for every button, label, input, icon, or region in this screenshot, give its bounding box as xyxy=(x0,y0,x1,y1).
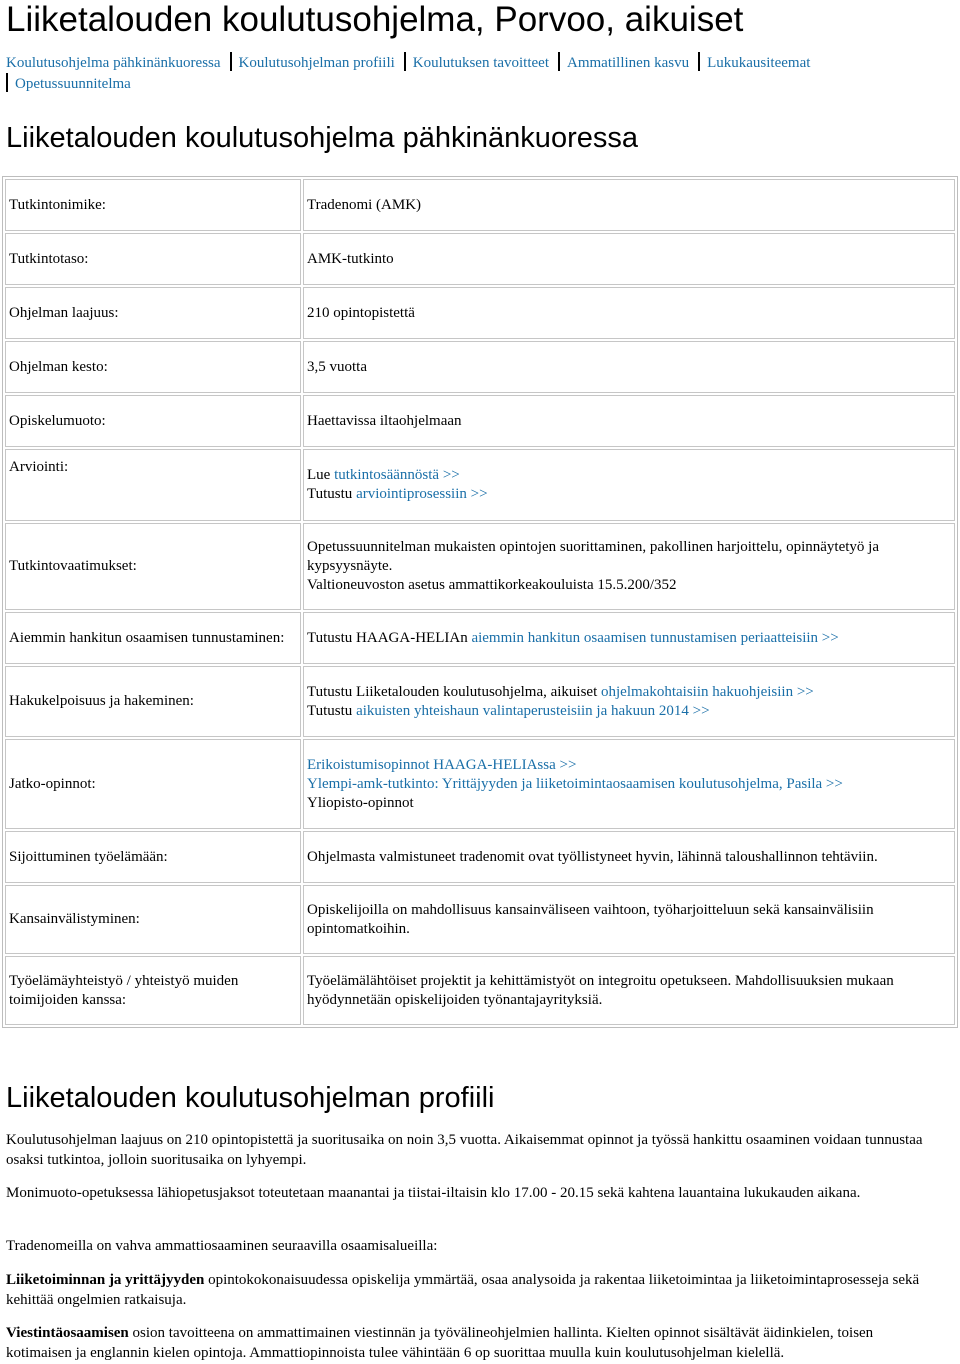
row-value: Tradenomi (AMK) xyxy=(303,179,955,231)
row-label: Tutkintovaatimukset: xyxy=(5,523,301,610)
text-prefix: Tutustu Liiketalouden koulutusohjelma, aikuiset xyxy=(307,683,602,700)
row-value xyxy=(303,739,955,829)
paragraph-rest: osion tavoitteena on ammattimainen viestinnän ja työvälineohjelmien hallinta. Kielten opinnot sisältävät äidinkielen, toisen kotimaisen ja englannin kielen opintoja. Ammattiopinnoista tulee vähintään 6 op suorittaa muulla kuin koulutusohjelman kielellä. xyxy=(6,1325,874,1361)
profile-paragraph xyxy=(6,1130,936,1170)
paragraph-rest: opintokokonaisuudessa opiskelija ymmärtää, osaa analysoida ja rakentaa liiketoimintaa ja liiketoimintaprosesseja sekä kehittää ongelmien ratkaisuja. xyxy=(6,1272,920,1308)
row-label: Arviointi: xyxy=(5,449,301,521)
nav-link-growth[interactable]: Ammatillinen kasvu xyxy=(567,55,690,71)
row-value: Opiskelijoilla on mahdollisuus kansainväliseen vaihtoon, työharjoitteluun sekä kansainvälisiin opintomatkoihin. xyxy=(303,885,955,954)
row-line xyxy=(307,485,951,504)
bold-term: Liiketoiminnan ja yrittäjyyden xyxy=(6,1272,205,1288)
table-row xyxy=(5,179,955,231)
row-label: Ohjelman kesto: xyxy=(5,341,301,393)
program-info-table xyxy=(2,176,958,1028)
row-value: Haettavissa iltaohjelmaan xyxy=(303,395,955,447)
masters-degree-link[interactable]: Ylempi-amk-tutkinto: Yrittäjyyden ja liiketoimintaosaamisen koulutusohjelma, Pasila >> xyxy=(307,775,843,792)
row-value: Ohjelmasta valmistuneet tradenomit ovat työllistyneet hyvin, lähinnä taloushallinnon tehtäviin. xyxy=(303,831,955,883)
row-label: Kansainvälistyminen: xyxy=(5,885,301,954)
table-row xyxy=(5,831,955,883)
nav-separator xyxy=(698,52,700,71)
assessment-process-link[interactable]: arviointiprosessiin >> xyxy=(356,486,488,502)
row-line: Valtioneuvoston asetus ammattikorkeakouluista 15.5.200/352 xyxy=(307,577,677,593)
paragraph-text: Tradenomeilla on vahva ammattiosaaminen seuraavilla osaamisalueilla: xyxy=(6,1238,438,1254)
paragraph-text: Monimuoto-opetuksessa lähiopetusjaksot toteutetaan maanantai ja tiistai-iltaisin klo 17.00 - 20.15 sekä kahtena lauantaina lukukauden aikana. xyxy=(6,1185,861,1201)
row-value xyxy=(303,666,955,737)
nav-link-profile[interactable]: Koulutusohjelman profiili xyxy=(238,55,395,71)
table-row xyxy=(5,233,955,285)
table-row xyxy=(5,449,955,521)
nav-separator xyxy=(6,73,8,92)
text-prefix: Tutustu HAAGA-HELIAn xyxy=(307,629,472,646)
nav-separator xyxy=(558,52,560,71)
row-label: Jatko-opinnot: xyxy=(5,739,301,829)
paragraph-text: Koulutusohjelman laajuus on 210 opintopistettä ja suoritusaika on noin 3,5 vuotta. Aikaisemmat opinnot ja työssä hankittu osaaminen voidaan tunnustaa osaksi tutkintoa, jolloin suoritusaika on lyhyempi. xyxy=(6,1132,923,1168)
row-value: 210 opintopistettä xyxy=(303,287,955,339)
row-label: Työelämäyhteistyö / yhteistyö muiden toimijoiden kanssa: xyxy=(5,956,301,1025)
profile-paragraph xyxy=(6,1323,936,1363)
row-value xyxy=(303,612,955,664)
row-line: Yliopisto-opinnot xyxy=(307,794,414,811)
paragraph-text xyxy=(6,1270,936,1310)
nav-separator xyxy=(404,52,406,71)
profile-paragraph xyxy=(6,1270,936,1310)
nav-separator xyxy=(230,52,232,71)
row-label: Tutkintonimike: xyxy=(5,179,301,231)
row-line xyxy=(307,756,951,775)
table-row xyxy=(5,612,955,664)
nav-link-curriculum[interactable]: Opetussuunnitelma xyxy=(15,76,131,92)
nav-link-nutshell[interactable]: Koulutusohjelma pähkinänkuoressa xyxy=(6,55,221,71)
row-value xyxy=(303,523,955,610)
row-label: Tutkintotaso: xyxy=(5,233,301,285)
table-row xyxy=(5,287,955,339)
selection-criteria-link[interactable]: aikuisten yhteishaun valintaperusteisiin ja hakuun 2014 >> xyxy=(356,702,710,719)
row-line xyxy=(307,702,951,721)
row-line xyxy=(307,775,951,794)
row-value: 3,5 vuotta xyxy=(303,341,955,393)
text-prefix: Tutustu xyxy=(307,702,357,719)
nav-link-goals[interactable]: Koulutuksen tavoitteet xyxy=(412,55,550,71)
row-value: Työelämälähtöiset projektit ja kehittämistyöt on integroitu opetukseen. Mahdollisuuksien mukaan hyödynnetään opiskelijoiden työnantajayrityksiä. xyxy=(303,956,955,1025)
page-title: Liiketalouden koulutusohjelma, Porvoo, aikuiset xyxy=(6,0,744,39)
row-label: Hakukelpoisuus ja hakeminen: xyxy=(5,666,301,737)
section-heading-profile: Liiketalouden koulutusohjelman profiili xyxy=(6,1082,495,1114)
table-row xyxy=(5,341,955,393)
table-row xyxy=(5,739,955,829)
profile-paragraph xyxy=(6,1183,936,1203)
text-prefix: Tutustu xyxy=(307,486,357,502)
row-label: Sijoittuminen työelämään: xyxy=(5,831,301,883)
row-line xyxy=(307,466,951,485)
row-label: Aiemmin hankitun osaamisen tunnustaminen: xyxy=(5,612,301,664)
row-label: Ohjelman laajuus: xyxy=(5,287,301,339)
table-row xyxy=(5,666,955,737)
section-heading-nutshell: Liiketalouden koulutusohjelma pähkinänkuoressa xyxy=(6,122,638,154)
bold-term: Viestintäosaamisen xyxy=(6,1325,129,1341)
table-row xyxy=(5,956,955,1025)
application-instructions-link[interactable]: ohjelmakohtaisiin hakuohjeisiin >> xyxy=(601,683,814,700)
paragraph-text xyxy=(6,1323,936,1363)
row-label: Opiskelumuoto: xyxy=(5,395,301,447)
prior-learning-link[interactable]: aiemmin hankitun osaamisen tunnustamisen periaatteisiin >> xyxy=(471,629,839,646)
table-row xyxy=(5,395,955,447)
regulations-link[interactable]: tutkintosäännöstä >> xyxy=(334,467,460,483)
table-row xyxy=(5,885,955,954)
text-prefix: Lue xyxy=(307,467,335,483)
row-line: Opetussuunnitelman mukaisten opintojen suorittaminen, pakollinen harjoittelu, opinnäytetyö ja kypsyysnäyte. xyxy=(307,539,879,574)
row-value: AMK-tutkinto xyxy=(303,233,955,285)
section-nav xyxy=(6,52,936,94)
nav-link-themes[interactable]: Lukukausiteemat xyxy=(707,55,811,71)
specialisation-studies-link[interactable]: Erikoistumisopinnot HAAGA-HELIAssa >> xyxy=(307,756,577,773)
profile-paragraph xyxy=(6,1236,936,1256)
row-line xyxy=(307,683,951,702)
row-value xyxy=(303,449,955,521)
table-row xyxy=(5,523,955,610)
